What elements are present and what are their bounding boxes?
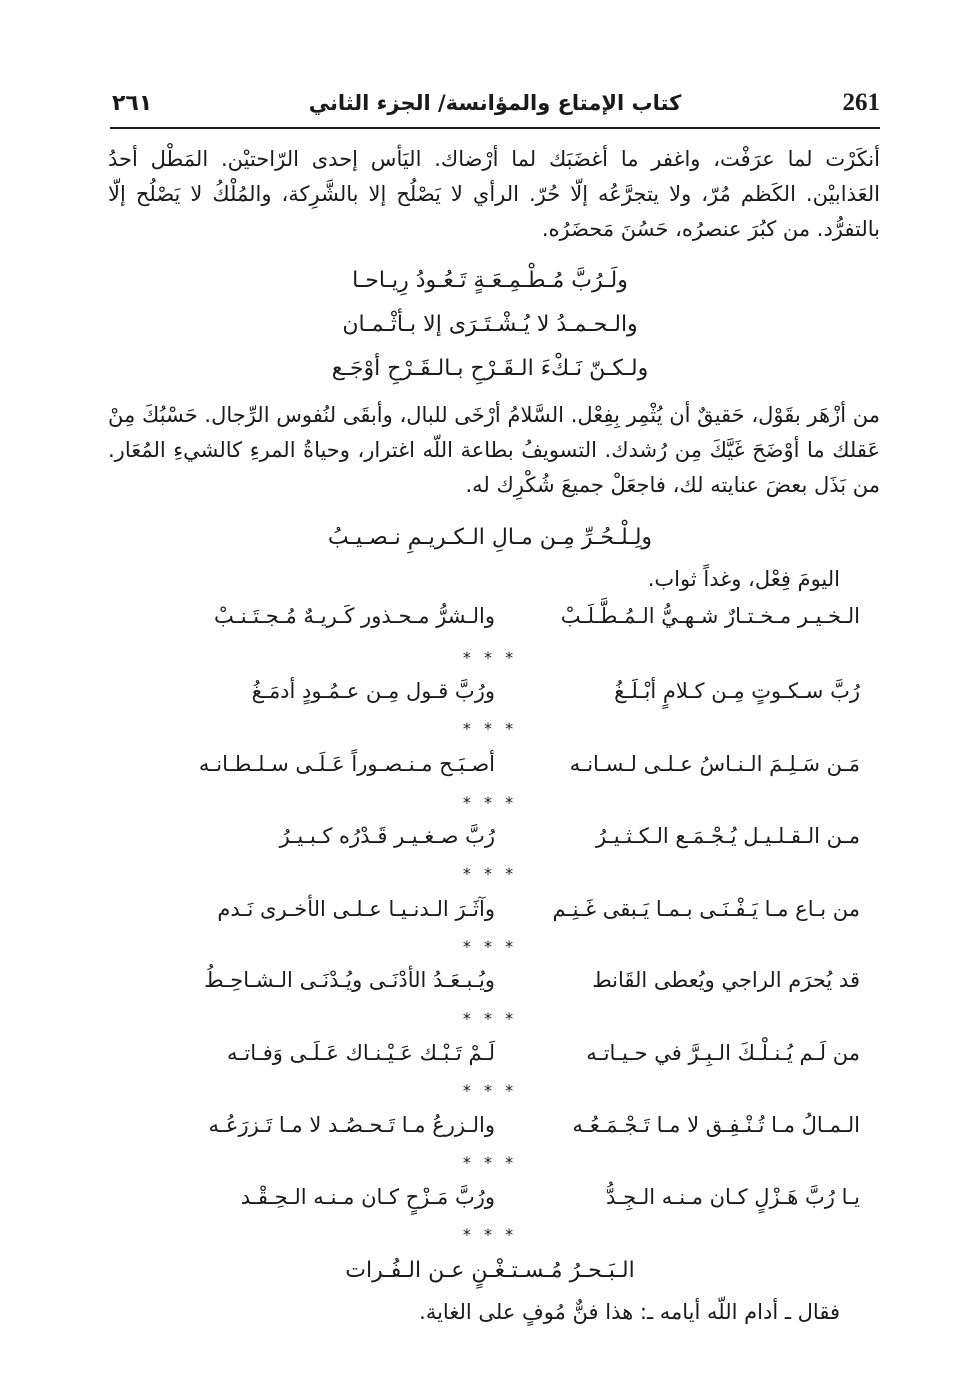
hemistich-first: مـن الـقـلـيـل يُـجْـمَـع الـكـثـيـرُ xyxy=(596,824,860,848)
separator-stars: * * * xyxy=(462,1225,518,1244)
verse-line: والـحـمـدُ لا يُـشْـتَـرَى إلا بـأثْـمـان xyxy=(342,312,638,337)
couplet xyxy=(150,824,860,864)
page-header xyxy=(110,85,880,129)
prose-line: اليومَ فِعْل، وغداً ثواب. xyxy=(647,567,840,591)
hemistich-second: لَـمْ تَـبْـك عَـيْـنـاك عَـلَـى وَفـاتـه xyxy=(226,1041,495,1065)
couplet xyxy=(150,968,860,1008)
hemistich-second: وآثَـرَ الـدنـيـا عـلـى الأخـرى نَـدم xyxy=(217,897,495,921)
hemistich-second: والـشرُّ مـحـذور كَـريـهٌ مُـجـتَـنـبْ xyxy=(214,604,495,628)
separator-stars: * * * xyxy=(462,864,518,883)
couplet xyxy=(150,679,860,719)
separator-stars: * * * xyxy=(462,937,518,956)
separator-stars: * * * xyxy=(462,648,518,667)
separator-stars: * * * xyxy=(462,793,518,812)
prose-paragraph: من أزْهَر بقَوْل، حَقيقٌ أن يُثْمِر بِفِعْل. السَّلامُ أرْخَى للبال، وأبقَى لنُفوس الرِّجال. حَسْبُكَ مِنْ عَقلك ما أوْضَحَ غَيَّكَ مِن رُشدك. التسويفُ بطاعة اللّه اغترار، وحياةُ المرءِ كالشيءِ المُعَار. من بَذَل بعضَ عنايته لك، فاجعَلْ جميعَ شُكْرِك له. xyxy=(108,403,880,497)
hemistich-first: مَـن سَـلِـمَ الـنـاسُ عـلـى لـسـانـه xyxy=(569,752,860,776)
separator-stars: * * * xyxy=(462,719,518,738)
hemistich-first: الـمـالُ مـا تُـنْـفِـق لا مـا تَـجْـمَـعُـه xyxy=(572,1113,860,1137)
hemistich-second: والـزرعُ مـا تَـحـصُـد لا مـا تَـزرَعُـه xyxy=(208,1113,495,1137)
couplet xyxy=(150,604,860,644)
couplet xyxy=(150,1113,860,1153)
header-rule xyxy=(110,127,880,129)
prose-line: فقال ـ أدام اللّه أيامه ـ: هذا فنٌّ مُوفٍ على الغاية. xyxy=(419,1300,840,1324)
hemistich-first: من لَـم يُـنـلْـكَ الـبِـرَّ في حـيـاتـه xyxy=(586,1041,860,1065)
prose-paragraph: أنكَرْت لما عرَفْت، واغفر ما أغضَبَك لما أرْضاك. اليَأس إحدى الرّاحتيْن. المَطْل أحدُ العَذابيْن. الكَظم مُرّ، ولا يتجرَّعُه إلّا حُرّ. الرأي لا يَصْلُح إلا بالشَّرِكة، والمُلْكُ لا يَصْلُح إلّا بالتفرُّد. من كبُرَ عنصرُه، حَسُنَ مَحضَرُه. xyxy=(108,147,880,241)
hemistich-first: قد يُحرَم الراجي ويُعطى القَانط xyxy=(592,968,860,992)
hemistich-first: يـا رُبَّ هَـزْلٍ كـان مـنـه الـجِـدُّ xyxy=(606,1185,860,1209)
hemistich-first: رُبَّ سـكـوتٍ مِـن كـلامٍ أبْـلَـغُ xyxy=(614,679,860,703)
running-title: كتاب الإمتاع والمؤانسة/ الجزء الثاني xyxy=(308,91,682,115)
page-number-arabic: ٢٦١ xyxy=(112,91,153,116)
hemistich-first: من بـاع مـا يَـفْـنَـى بـمـا يَـبقى غَـنِـم xyxy=(552,897,860,921)
couplet xyxy=(150,897,860,937)
separator-stars: * * * xyxy=(462,1081,518,1100)
couplet xyxy=(150,1185,860,1225)
hemistich-second: أصـبَـح مـنـصـوراً عَـلَـى سـلـطـانـه xyxy=(198,752,495,776)
separator-stars: * * * xyxy=(462,1153,518,1172)
page-number: 261 xyxy=(842,89,880,116)
verse-line: ولِـلْـحُـرِّ مِـن مـالِ الـكـريـمِ نـصـيـبُ xyxy=(327,525,653,550)
couplet xyxy=(150,1041,860,1081)
couplet xyxy=(150,752,860,792)
verse-line: ولَـرُبَّ مُـطْـمِـعَـةٍ تَـعُـودُ رِيـاحـا xyxy=(352,268,628,293)
separator-stars: * * * xyxy=(462,1009,518,1028)
hemistich-second: ويُـبـعَـدُ الأدْنَـى ويُـدْنَـى الـشـاحِـطُ xyxy=(204,968,495,992)
hemistich-second: ورُبَّ قـول مِـن عـمُـودٍ أدمَـغُ xyxy=(251,679,495,703)
hemistich-second: رُبَّ صـغـيـر قَـدْرُه كـبـيـرُ xyxy=(279,824,495,848)
verse-line: الـبَـحـرُ مُـسـتـغْـنٍ عـن الـفُـرات xyxy=(345,1258,635,1283)
verse-line: ولـكـنّ نَـكْءَ الـقَـرْحِ بـالـقَـرْحِ أوْجَـع xyxy=(331,356,649,381)
hemistich-first: الـخـيـر مـخـتـارٌ شـهـيُّ الـمُـطَّـلَـبْ xyxy=(560,604,860,628)
hemistich-second: ورُبَّ مَـزْحٍ كـان مـنـه الـحِـقْـد xyxy=(240,1185,495,1209)
